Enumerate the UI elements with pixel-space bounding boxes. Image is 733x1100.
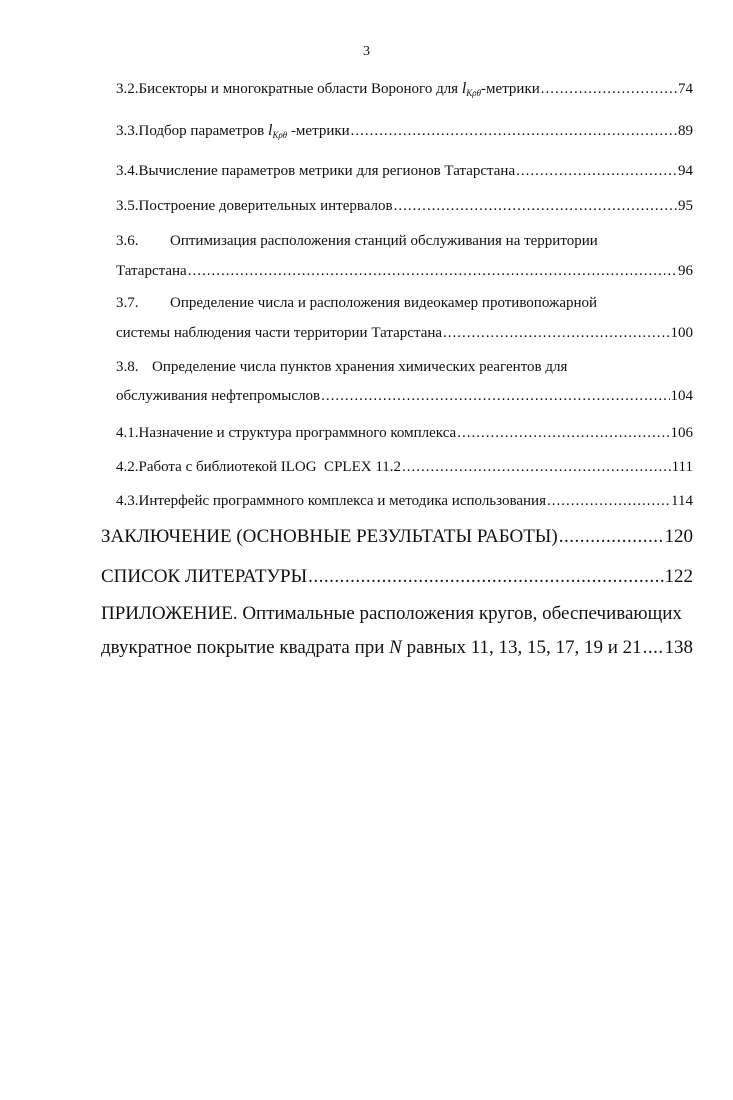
- toc-entry-page: 114: [671, 493, 693, 509]
- toc-entry-page: 94: [678, 163, 693, 179]
- toc-entry-number: 4.1.: [116, 425, 139, 441]
- toc-entry-page: 100: [670, 325, 693, 341]
- toc-entry-number: 3.5.: [116, 198, 139, 214]
- toc-entry-title: Бисекторы и многократные области Вороного для $l_{K\rho\theta}$-метрики: [138, 80, 540, 98]
- toc-entry-number: 3.4.: [116, 163, 139, 179]
- toc-entry-page: 89: [678, 123, 693, 139]
- toc-entry-page: 120: [664, 526, 693, 547]
- variable-n: N: [389, 637, 402, 658]
- toc-entry-title-cont: системы наблюдения части территории Татарстана: [116, 325, 443, 341]
- toc-entry-title: Работа с библиотекой ILOG CPLEX 11.2: [138, 459, 402, 475]
- metric-symbol: $l_{K\rho\theta}$: [267, 122, 288, 140]
- dot-leader: [643, 637, 664, 659]
- toc-entry-page: 104: [670, 388, 693, 404]
- dot-leader: [402, 458, 671, 476]
- toc-entry-3-3[interactable]: [116, 122, 693, 144]
- toc-entry-title: Назначение и структура программного комплекса: [138, 425, 457, 441]
- toc-entry-page: 95: [678, 198, 693, 214]
- toc-entry-3-7-line2[interactable]: [116, 324, 693, 342]
- toc-entry-number: 3.3.: [116, 123, 139, 139]
- toc-entry-4-1[interactable]: [116, 424, 693, 442]
- dot-leader: [321, 387, 669, 405]
- toc-entry-3-7-line1[interactable]: [116, 294, 597, 312]
- dot-leader: [188, 262, 677, 280]
- toc-entry-page: 74: [678, 81, 693, 97]
- toc-entry-number: 3.6.: [116, 233, 139, 249]
- toc-entry-appendix-line2[interactable]: [101, 637, 693, 659]
- dot-leader: [457, 424, 669, 442]
- dot-leader: [547, 492, 670, 510]
- toc-entry-page: 138: [664, 637, 693, 658]
- toc-entry-page: 96: [678, 263, 693, 279]
- toc-entry-title: ПРИЛОЖЕНИЕ. Оптимальные расположения кругов, обеспечивающих: [101, 603, 682, 624]
- toc-entry-title: Подбор параметров $l_{K\rho\theta}$ -метрики: [138, 122, 350, 140]
- dot-leader: [516, 162, 677, 180]
- toc-entry-title: Интерфейс программного комплекса и методика использования: [138, 493, 546, 509]
- toc-entry-title: СПИСОК ЛИТЕРАТУРЫ: [101, 566, 308, 587]
- toc-entry-4-3[interactable]: [116, 492, 693, 510]
- toc-entry-page: 111: [671, 459, 693, 475]
- toc-entry-title: Построение доверительных интервалов: [138, 198, 393, 214]
- page-number: 3: [363, 44, 370, 59]
- dot-leader: [559, 526, 664, 548]
- toc-entry-4-2[interactable]: [116, 458, 693, 476]
- toc-entry-page: 122: [664, 566, 693, 587]
- toc-entry-number: 3.8.: [116, 359, 139, 375]
- toc-entry-3-8-line2[interactable]: [116, 387, 693, 405]
- dot-leader: [308, 566, 663, 588]
- toc-entry-title: ЗАКЛЮЧЕНИЕ (ОСНОВНЫЕ РЕЗУЛЬТАТЫ РАБОТЫ): [101, 526, 558, 547]
- toc-entry-title: Определение числа и расположения видеокамер противопожарной: [170, 295, 598, 311]
- toc-entry-references[interactable]: [101, 566, 693, 588]
- toc-entry-number: 3.2.: [116, 81, 139, 97]
- toc-entry-number: 4.3.: [116, 493, 139, 509]
- toc-entry-3-2[interactable]: [116, 80, 693, 102]
- toc-entry-3-8-line1[interactable]: [116, 358, 567, 376]
- dot-leader: [443, 324, 669, 342]
- dot-leader: [394, 197, 677, 215]
- dot-leader: [541, 80, 677, 98]
- toc-entry-3-4[interactable]: [116, 162, 693, 180]
- toc-entry-title-cont: Татарстана: [116, 263, 187, 279]
- toc-entry-title-cont: двукратное покрытие квадрата при N равных 11, 13, 15, 17, 19 и 21: [101, 637, 642, 658]
- toc-entry-3-5[interactable]: [116, 197, 693, 215]
- toc-entry-page: 106: [670, 425, 693, 441]
- toc-entry-3-6-line1[interactable]: [116, 232, 598, 250]
- toc-entry-title: Определение числа пунктов хранения химических реагентов для: [152, 359, 568, 375]
- toc-entry-title: Вычисление параметров метрики для регионов Татарстана: [138, 163, 516, 179]
- toc-entry-number: 3.7.: [116, 295, 139, 311]
- toc-entry-appendix-line1[interactable]: [101, 603, 682, 625]
- toc-entry-conclusion[interactable]: [101, 526, 693, 548]
- toc-entry-3-6-line2[interactable]: [116, 262, 693, 280]
- toc-entry-title-cont: обслуживания нефтепромыслов: [116, 388, 321, 404]
- metric-symbol: $l_{K\rho\theta}$: [461, 80, 482, 98]
- dot-leader: [351, 122, 677, 140]
- toc-entry-title: Оптимизация расположения станций обслуживания на территории: [170, 233, 598, 249]
- toc-entry-number: 4.2.: [116, 459, 139, 475]
